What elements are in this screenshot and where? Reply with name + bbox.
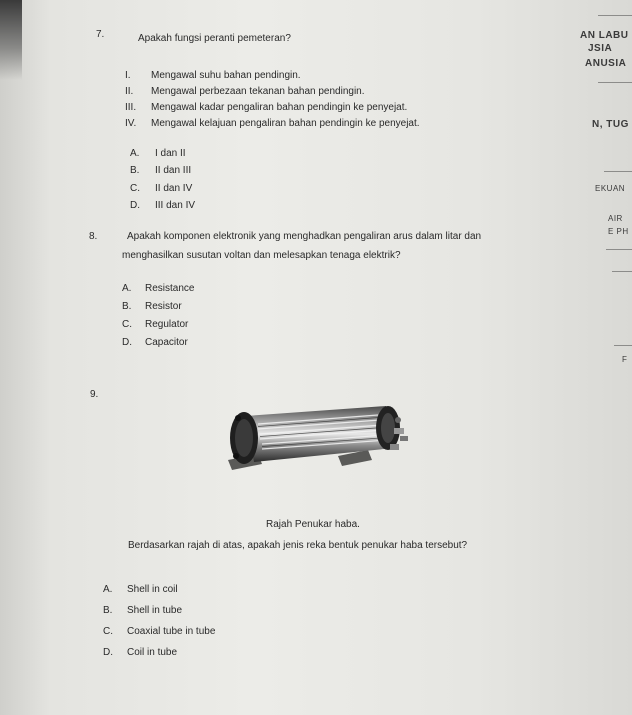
bleed-text: E PH bbox=[608, 227, 629, 236]
option-letter: B. bbox=[103, 605, 113, 616]
statement-text: Mengawal suhu bahan pendingin. bbox=[151, 70, 301, 81]
option-text: Shell in tube bbox=[127, 605, 183, 616]
statement-text: Mengawal perbezaan tekanan bahan pendingin. bbox=[151, 86, 365, 97]
bleed-rule bbox=[604, 171, 632, 172]
question-text: menghasilkan susutan voltan dan melesapkan tenaga elektrik? bbox=[122, 250, 401, 261]
option-letter: A. bbox=[103, 584, 113, 595]
option-text: II dan III bbox=[155, 165, 192, 176]
option-text: Shell in coil bbox=[127, 584, 178, 595]
bleed-text: N, TUG bbox=[592, 119, 629, 130]
question-number: 9. bbox=[90, 389, 99, 400]
bleed-rule bbox=[598, 15, 632, 16]
option-text: II dan IV bbox=[155, 183, 193, 194]
option-letter: B. bbox=[130, 165, 140, 176]
question-text: Berdasarkan rajah di atas, apakah jenis reka bentuk penukar haba tersebut? bbox=[128, 540, 468, 551]
bleed-text: ANUSIA bbox=[585, 58, 627, 69]
statement-text: Mengawal kadar pengaliran bahan pendingin ke penyejat. bbox=[151, 102, 408, 113]
statement-roman: IV. bbox=[125, 118, 137, 129]
option-text: Coil in tube bbox=[127, 647, 178, 658]
question-text: Apakah komponen elektronik yang menghadkan pengaliran arus dalam litar dan bbox=[127, 231, 482, 242]
statement-roman: III. bbox=[125, 102, 137, 113]
option-letter: C. bbox=[130, 183, 140, 194]
option-text: III dan IV bbox=[155, 200, 196, 211]
option-letter: D. bbox=[103, 647, 113, 658]
bleed-text: EKUAN bbox=[595, 184, 626, 193]
page-binding-shadow bbox=[0, 0, 22, 80]
option-letter: D. bbox=[122, 337, 132, 348]
bleed-rule bbox=[612, 271, 632, 272]
bleed-rule bbox=[614, 345, 632, 346]
option-letter: A. bbox=[130, 148, 140, 159]
option-letter: A. bbox=[122, 283, 132, 294]
bleed-text: JSIA bbox=[588, 43, 613, 54]
option-text: I dan II bbox=[155, 148, 186, 159]
statement-roman: I. bbox=[125, 70, 131, 81]
bleed-text: F bbox=[622, 355, 628, 364]
option-letter: B. bbox=[122, 301, 132, 312]
option-text: Capacitor bbox=[145, 337, 188, 348]
option-letter: D. bbox=[130, 200, 140, 211]
question-number: 8. bbox=[89, 231, 98, 242]
bleed-rule bbox=[606, 249, 632, 250]
option-text: Regulator bbox=[145, 319, 189, 330]
question-number: 7. bbox=[96, 29, 105, 40]
heat-exchanger-image bbox=[218, 398, 414, 478]
option-text: Coaxial tube in tube bbox=[127, 626, 216, 637]
option-text: Resistor bbox=[145, 301, 182, 312]
option-letter: C. bbox=[122, 319, 132, 330]
statement-text: Mengawal kelajuan pengaliran bahan pendingin ke penyejat. bbox=[151, 118, 420, 129]
option-letter: C. bbox=[103, 626, 113, 637]
bleed-rule bbox=[598, 82, 632, 83]
bleed-text: AIR bbox=[608, 214, 623, 223]
bleed-text: AN LABU bbox=[580, 30, 629, 41]
option-text: Resistance bbox=[145, 283, 195, 294]
question-text: Apakah fungsi peranti pemeteran? bbox=[138, 33, 291, 44]
figure-caption: Rajah Penukar haba. bbox=[266, 519, 360, 530]
statement-roman: II. bbox=[125, 86, 134, 97]
